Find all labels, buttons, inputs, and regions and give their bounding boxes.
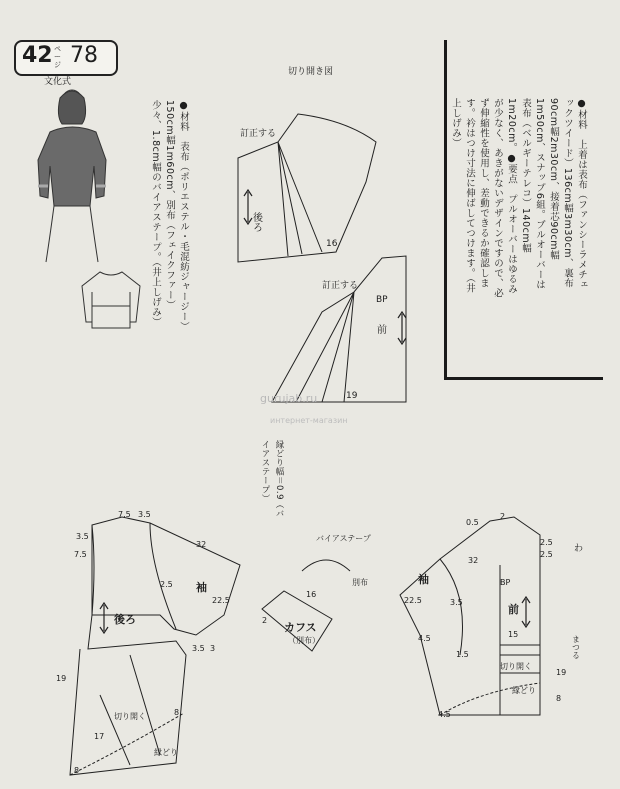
bp-label: BP: [376, 295, 388, 305]
sweater-sketch: [76, 268, 146, 334]
cut-open-title: 切り開き図: [288, 67, 334, 77]
dim-2-5-c: 2.5: [540, 550, 553, 559]
dim-17: 17: [94, 732, 105, 741]
dim-4-5-a: 4.5: [418, 634, 431, 643]
dim-32-a: 32: [196, 540, 207, 549]
cut-open-back: 切り開く: [114, 712, 146, 721]
dim-32-b: 32: [468, 556, 479, 565]
model-illustration: [10, 86, 130, 266]
edging-back: 縁どり: [154, 748, 178, 757]
wa-label: わ: [574, 544, 584, 554]
sleeve-back-label: 袖: [196, 581, 207, 594]
dim-3-5-b: 3.5: [76, 532, 89, 541]
dim-8-c: 8: [556, 694, 562, 703]
dim-2-5-a: 2.5: [160, 580, 173, 589]
front-piece-outline: [272, 256, 406, 402]
edging-front: 縁どり: [512, 686, 536, 695]
dim-8-a: 8: [174, 708, 180, 717]
materials-left: ●材料 表布（ポリエステル・毛混紡ジャージー）150cm幅1m60cm、別布（フェイクファー）少々、1.8cm幅のバイアステープ。（井上しげみ）: [150, 100, 189, 328]
dim-7-5-b: 7.5: [74, 550, 87, 559]
dim-2: 2: [262, 616, 268, 625]
dim-8-b: 8: [74, 766, 80, 775]
badge-right-number: 78: [70, 43, 98, 68]
dim-7-5: 7.5: [118, 510, 131, 519]
front-label: 前: [374, 324, 386, 334]
dim-15: 15: [508, 630, 519, 639]
bias-tape-curve: [302, 560, 350, 571]
correct-label-front: 訂正する: [322, 281, 359, 291]
sleeve-front-label: 袖: [418, 573, 429, 586]
dim-3-5-a: 3.5: [138, 510, 151, 519]
dim-0-5: 0.5: [466, 518, 479, 527]
dim-2-b: 2: [500, 512, 506, 521]
dim-4-5-b: 4.5: [438, 710, 451, 719]
watermark-sub: интернет-магазин: [270, 416, 348, 425]
dim-1-5: 1.5: [456, 650, 469, 659]
watermark: gurujab.ru: [260, 392, 318, 405]
back-label: 後ろ: [250, 212, 262, 232]
dim-22-5-b: 22.5: [404, 596, 422, 605]
bias-note: 縁どり幅＝0.9（バイアステープ）: [260, 440, 284, 519]
badge-left-number: 42: [22, 43, 53, 68]
bias-tape-label: バイアステープ: [316, 534, 371, 543]
dim-19-a: 19: [56, 674, 67, 683]
dim-3-5-c: 3.5: [192, 644, 205, 653]
dim-front: 19: [346, 391, 358, 401]
front-label: 前: [508, 603, 519, 616]
gather-label: まつる: [571, 635, 581, 659]
dim-back: 16: [326, 239, 338, 249]
dim-3-5-d: 3.5: [450, 598, 463, 607]
dim-22-5: 22.5: [212, 596, 230, 605]
page-badge: [14, 40, 118, 76]
dim-2-5-b: 2.5: [540, 538, 553, 547]
bias-sub-label: 別布: [352, 578, 368, 587]
back-label: 後ろ: [114, 613, 136, 626]
materials-right: ●材料 上着は表布（ファンシーラメチェックツイード）136cm幅3m30cm、裏布90cm幅2m30cm、接着芯90cm幅1m50cm、スナップ6組。ブルオーバーは表布（ベルギーテレコ）140cm幅1m20cm。●要点 プルオーバーはゆるみが少なく、あきがないデザインですので、必ず伸縮性を使用し、差動できるか確認します。衿はつけ寸法に伸ばしてつけます。（井上しげみ）: [450, 98, 587, 298]
cuff-sub: （別布）: [288, 636, 320, 645]
cuff-title: カフス: [284, 621, 317, 634]
cut-open-diagram: [226, 62, 436, 412]
bp-front: BP: [500, 578, 511, 587]
dim-19-b: 19: [556, 668, 567, 677]
cut-open-front: 切り開く: [500, 662, 532, 671]
badge-subtitle: 文化式: [44, 77, 72, 87]
dim-3: 3: [210, 644, 216, 653]
correct-label-back: 訂正する: [240, 129, 277, 139]
badge-page-label: ページ: [54, 45, 61, 69]
dim-16: 16: [306, 590, 317, 599]
main-pattern-diagram: [0, 505, 620, 789]
